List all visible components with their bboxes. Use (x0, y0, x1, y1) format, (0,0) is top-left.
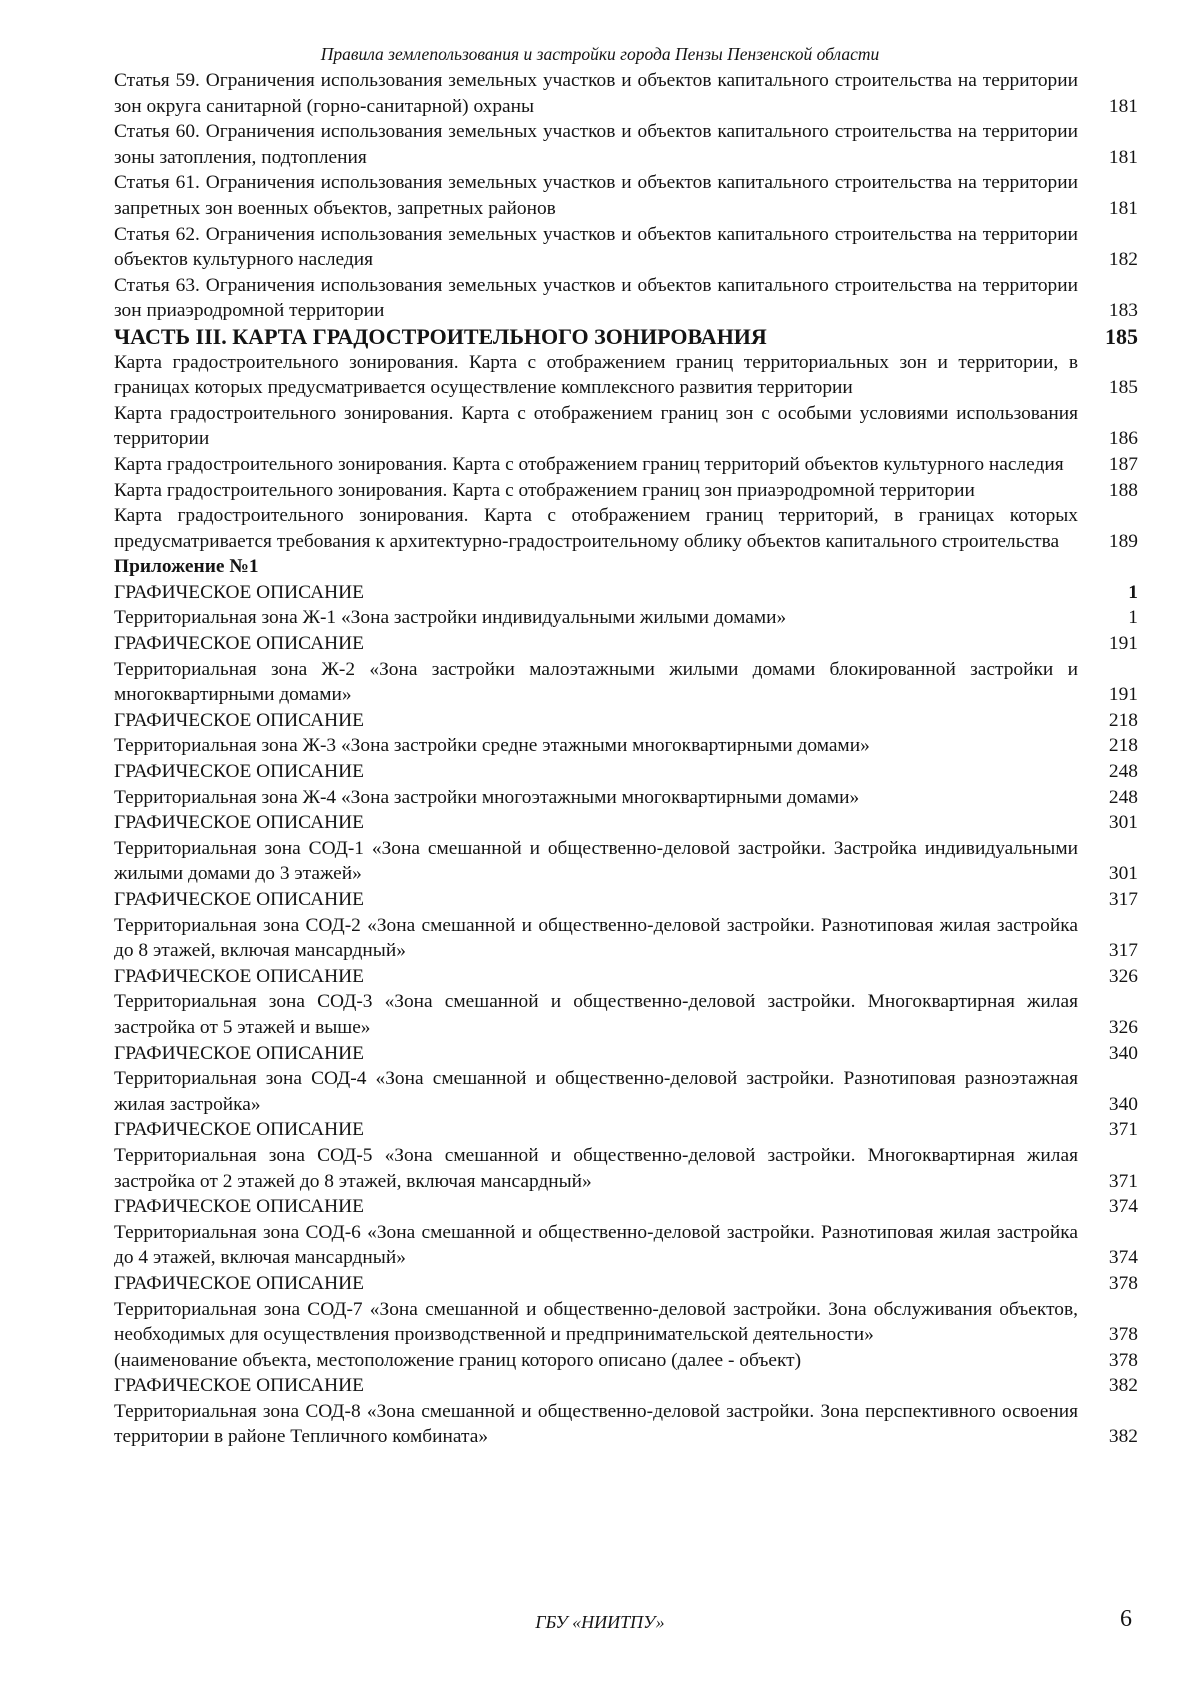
toc-entry-title: (наименование объекта, местоположение границ которого описано (далее - объект) (114, 1349, 802, 1371)
toc-entry-page: 340 (1108, 1042, 1138, 1064)
toc-entry-article-61[interactable] (114, 170, 1138, 221)
toc-entry-zone[interactable] (114, 785, 1138, 811)
toc-entry-title: Карта градостроительного зонирования. Карта с отображением границ зон приаэродромной территории (114, 479, 975, 501)
toc-entry-page: 181 (1108, 95, 1138, 117)
toc-entry-title: Территориальная зона СОД-1 «Зона смешанной и общественно-деловой застройки. Застройка индивидуальными жилыми домами до 3 этажей» (114, 837, 1078, 885)
toc-entry-zone[interactable] (114, 733, 1138, 759)
toc-entry-title: Территориальная зона СОД-5 «Зона смешанной и общественно-деловой застройки. Многоквартирная жилая застройка от 2 этажей до 8 этажей, включая мансардный» (114, 1144, 1078, 1192)
toc-entry-graphic-description[interactable] (114, 708, 1138, 734)
toc-entry-page: 326 (1108, 1016, 1138, 1038)
toc-entry-graphic-description[interactable] (114, 580, 1138, 606)
toc-entry-map[interactable] (114, 401, 1138, 452)
toc-entry-graphic-description[interactable] (114, 759, 1138, 785)
toc-entry-title: ГРАФИЧЕСКОЕ ОПИСАНИЕ (114, 709, 364, 731)
toc-entry-title: Территориальная зона СОД-3 «Зона смешанной и общественно-деловой застройки. Многоквартирная жилая застройка от 5 этажей и выше» (114, 991, 1078, 1038)
running-header: Правила землепользования и застройки города Пензы Пензенской области (320, 44, 880, 64)
toc-entry-part-3[interactable] (114, 324, 1138, 350)
toc-entry-map[interactable] (114, 503, 1138, 554)
toc-entry-page: 340 (1108, 1093, 1138, 1115)
toc-entry-page: 186 (1108, 428, 1138, 450)
toc-entry-title: Территориальная зона Ж-1 «Зона застройки индивидуальными жилыми домами» (114, 607, 787, 629)
page-number: 6 (1120, 1606, 1132, 1632)
toc-entry-title: ГРАФИЧЕСКОЕ ОПИСАНИЕ (114, 1042, 364, 1064)
toc-entry-zone[interactable] (114, 1399, 1138, 1450)
toc-section-heading: ЧАСТЬ III. КАРТА ГРАДОСТРОИТЕЛЬНОГО ЗОНИРОВАНИЯ (114, 323, 767, 349)
toc-entry-page: 371 (1108, 1170, 1138, 1192)
toc-entry-page: 191 (1108, 633, 1138, 655)
toc-entry-page: 191 (1108, 684, 1138, 706)
toc-entry-page: 1 (1128, 581, 1138, 603)
toc-entry-page: 378 (1108, 1272, 1138, 1294)
toc-entry-page: 382 (1108, 1426, 1138, 1448)
toc-entry-page: 183 (1108, 300, 1138, 322)
toc-entry-graphic-description[interactable] (114, 1117, 1138, 1143)
toc-entry-graphic-description[interactable] (114, 1271, 1138, 1297)
toc-entry-page: 301 (1108, 812, 1138, 834)
toc-entry-page: 218 (1108, 735, 1138, 757)
toc-entry-title: ГРАФИЧЕСКОЕ ОПИСАНИЕ (114, 1375, 364, 1397)
toc-entry-graphic-description[interactable] (114, 810, 1138, 836)
toc-entry-title: Территориальная зона Ж-3 «Зона застройки средне этажными многоквартирными домами» (114, 735, 870, 757)
table-of-contents (114, 68, 1138, 1450)
toc-entry-page: 248 (1108, 761, 1138, 783)
toc-entry-article-59[interactable] (114, 68, 1138, 119)
toc-entry-zone[interactable] (114, 1143, 1138, 1194)
toc-entry-title: ГРАФИЧЕСКОЕ ОПИСАНИЕ (114, 812, 364, 834)
toc-entry-title: ГРАФИЧЕСКОЕ ОПИСАНИЕ (114, 633, 364, 655)
toc-entry-page: 187 (1108, 453, 1138, 475)
toc-entry-title: Статья 62. Ограничения использования земельных участков и объектов капитального строительства на территории объектов культурного наследия (114, 223, 1078, 271)
toc-entry-title: ГРАФИЧЕСКОЕ ОПИСАНИЕ (114, 1119, 364, 1141)
toc-entry-title: Статья 60. Ограничения использования земельных участков и объектов капитального строительства на территории зоны затопления, подтопления (114, 121, 1078, 168)
toc-appendix-heading: Приложение №1 (114, 556, 259, 578)
toc-entry-title: Территориальная зона СОД-8 «Зона смешанной и общественно-деловой застройки. Зона перспективного освоения территории в районе Тепличного комбината» (114, 1400, 1078, 1448)
toc-entry-zone[interactable] (114, 989, 1138, 1040)
toc-entry-title: Территориальная зона СОД-2 «Зона смешанной и общественно-деловой застройки. Разнотиповая жилая застройка до 8 этажей, включая мансардный» (114, 914, 1078, 962)
toc-entry-page: 374 (1108, 1247, 1138, 1269)
toc-entry-page: 188 (1108, 479, 1138, 501)
toc-entry-title: ГРАФИЧЕСКОЕ ОПИСАНИЕ (114, 1272, 364, 1294)
toc-entry-zone[interactable] (114, 1297, 1138, 1348)
toc-entry-graphic-description[interactable] (114, 631, 1138, 657)
toc-entry-page: 218 (1108, 709, 1138, 731)
toc-entry-page: 181 (1108, 146, 1138, 168)
toc-entry-title: Территориальная зона СОД-4 «Зона смешанной и общественно-деловой застройки. Разнотиповая разноэтажная жилая застройка» (114, 1068, 1078, 1115)
toc-entry-title: Статья 59. Ограничения использования земельных участков и объектов капитального строительства на территории зон округа санитарной (горно-санитарной) охраны (114, 70, 1078, 117)
toc-entry-graphic-description[interactable] (114, 1194, 1138, 1220)
toc-entry-title: Карта градостроительного зонирования. Карта с отображением границ территорий, в границах которых предусматривается требования к архитектурно-градостроительному облику объектов капитального строительства (114, 505, 1078, 552)
toc-entry-title: Карта градостроительного зонирования. Карта с отображением границ территорий объектов культурного наследия (114, 453, 1064, 475)
toc-entry-page: 185 (1105, 323, 1138, 349)
toc-entry-title: Территориальная зона Ж-4 «Зона застройки многоэтажными многоквартирными домами» (114, 786, 860, 808)
toc-entry-title: ГРАФИЧЕСКОЕ ОПИСАНИЕ (114, 965, 364, 987)
toc-entry-title: Территориальная зона СОД-6 «Зона смешанной и общественно-деловой застройки. Разнотиповая жилая застройка до 4 этажей, включая мансардный» (114, 1221, 1078, 1269)
toc-entry-zone[interactable] (114, 836, 1138, 887)
toc-entry-page: 371 (1108, 1119, 1138, 1141)
toc-entry-article-62[interactable] (114, 222, 1138, 273)
toc-entry-page: 182 (1108, 249, 1138, 271)
toc-entry-graphic-description[interactable] (114, 1041, 1138, 1067)
toc-entry-page: 181 (1108, 197, 1138, 219)
toc-entry-page: 185 (1108, 377, 1138, 399)
toc-entry-page: 317 (1108, 889, 1138, 910)
toc-entry-page: 301 (1108, 863, 1138, 885)
toc-entry-page: 189 (1108, 530, 1138, 552)
toc-entry-graphic-description[interactable] (114, 1373, 1138, 1399)
toc-entry-graphic-description[interactable] (114, 887, 1138, 913)
toc-entry-title: Территориальная зона Ж-2 «Зона застройки малоэтажными жилыми домами блокированной застройки и многоквартирными домами» (114, 658, 1078, 706)
toc-entry-graphic-description[interactable] (114, 964, 1138, 990)
toc-entry-title: Статья 61. Ограничения использования земельных участков и объектов капитального строительства на территории запретных зон военных объектов, запретных районов (114, 172, 1078, 219)
toc-entry-page: 378 (1108, 1349, 1138, 1371)
toc-entry-title: ГРАФИЧЕСКОЕ ОПИСАНИЕ (114, 761, 364, 783)
toc-entry-article-60[interactable] (114, 119, 1138, 170)
toc-entry-zone[interactable] (114, 1220, 1138, 1271)
toc-entry-article-63[interactable] (114, 273, 1138, 324)
toc-entry-page: 326 (1108, 965, 1138, 987)
toc-entry-page: 248 (1108, 786, 1138, 808)
toc-entry-zone[interactable] (114, 657, 1138, 708)
toc-entry-title: ГРАФИЧЕСКОЕ ОПИСАНИЕ (114, 889, 364, 910)
toc-entry-page: 378 (1108, 1324, 1138, 1346)
toc-entry-page: 382 (1108, 1375, 1138, 1397)
toc-entry-object[interactable] (114, 1348, 1138, 1374)
toc-entry-zone[interactable] (114, 1066, 1138, 1117)
toc-entry-page: 1 (1128, 607, 1138, 629)
toc-entry-title: ГРАФИЧЕСКОЕ ОПИСАНИЕ (114, 1196, 364, 1218)
toc-entry-page: 317 (1108, 940, 1138, 962)
toc-entry-title: Территориальная зона СОД-7 «Зона смешанной и общественно-деловой застройки. Зона обслуживания объектов, необходимых для осуществления производственной и предпринимательской деятельности» (114, 1298, 1078, 1346)
toc-entry-appendix[interactable] (114, 554, 1138, 580)
toc-entry-map[interactable] (114, 478, 1138, 504)
toc-entry-title: ГРАФИЧЕСКОЕ ОПИСАНИЕ (114, 581, 364, 603)
toc-entry-title: Карта градостроительного зонирования. Карта с отображением границ зон с особыми условиями использования территории (114, 402, 1078, 450)
toc-entry-zone[interactable] (114, 913, 1138, 964)
running-footer: ГБУ «НИИТПУ» (535, 1612, 665, 1632)
toc-entry-map[interactable] (114, 452, 1138, 478)
toc-entry-map[interactable] (114, 350, 1138, 401)
toc-entry-title: Статья 63. Ограничения использования земельных участков и объектов капитального строительства на территории зон приаэродромной территории (114, 274, 1078, 322)
toc-entry-title: Карта градостроительного зонирования. Карта с отображением границ территориальных зон и территории, в границах которых предусматривается осуществление комплексного развития территории (114, 351, 1078, 399)
toc-entry-zone[interactable] (114, 605, 1138, 631)
toc-entry-page: 374 (1108, 1196, 1138, 1218)
